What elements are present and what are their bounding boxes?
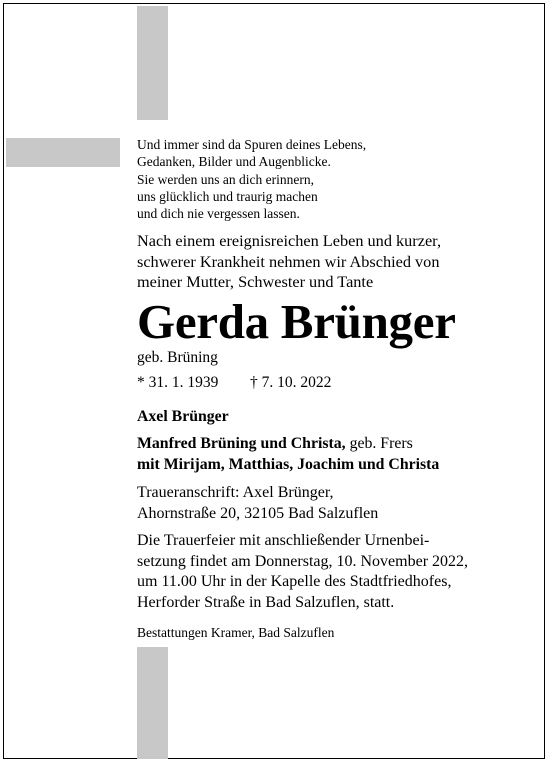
death-date: † 7. 10. 2022 — [250, 374, 332, 391]
service-line: Herforder Straße in Bad Salzuflen, statt. — [137, 593, 395, 611]
relatives — [137, 406, 439, 475]
mourning-address — [137, 483, 378, 524]
relative-name: Manfred Brüning und Christa, — [137, 435, 346, 452]
born-name: geb. Brüning — [137, 349, 218, 366]
obituary-frame — [3, 3, 545, 759]
poem-line: Gedanken, Bilder und Augenblicke. — [137, 154, 331, 170]
poem-line: und dich nie vergessen lassen. — [137, 206, 300, 222]
relative-line — [137, 433, 439, 454]
address-line: Ahornstraße 20, 32105 Bad Salzuflen — [137, 504, 379, 522]
birth-date: * 31. 1. 1939 — [137, 374, 219, 391]
intro-text — [137, 231, 441, 293]
service-line: um 11.00 Uhr in der Kapelle des Stadtfriedhofes, — [137, 573, 452, 590]
poem-line: Sie werden uns an dich erinnern, — [137, 171, 314, 187]
cross-bar-bottom — [137, 647, 168, 759]
poem-line: Und immer sind da Spuren deines Lebens, — [137, 137, 367, 152]
cross-bar-top — [137, 6, 168, 120]
service-info — [137, 531, 468, 613]
cross-bar-left — [6, 138, 120, 167]
relative-born-name: geb. Frers — [345, 435, 413, 452]
intro-line: Nach einem ereignisreichen Leben und kurzer, — [137, 231, 442, 250]
life-dates — [137, 373, 331, 393]
deceased-name: Gerda Brünger — [137, 294, 456, 349]
intro-line: schwerer Krankheit nehmen wir Abschied von — [137, 251, 440, 271]
relative-line: mit Mirijam, Matthias, Joachim und Christa — [137, 456, 440, 473]
poem — [137, 136, 366, 222]
address-line: Traueranschrift: Axel Brünger, — [137, 484, 334, 501]
undertaker: Bestattungen Kramer, Bad Salzuflen — [137, 625, 335, 640]
relative-line: Axel Brünger — [137, 408, 229, 425]
service-line: Die Trauerfeier mit anschließender Urnenbei- — [137, 532, 430, 549]
service-line: setzung findet am Donnerstag, 10. November 2022, — [137, 552, 469, 570]
poem-line: uns glücklich und traurig machen — [137, 188, 318, 204]
intro-line: meiner Mutter, Schwester und Tante — [137, 272, 374, 291]
